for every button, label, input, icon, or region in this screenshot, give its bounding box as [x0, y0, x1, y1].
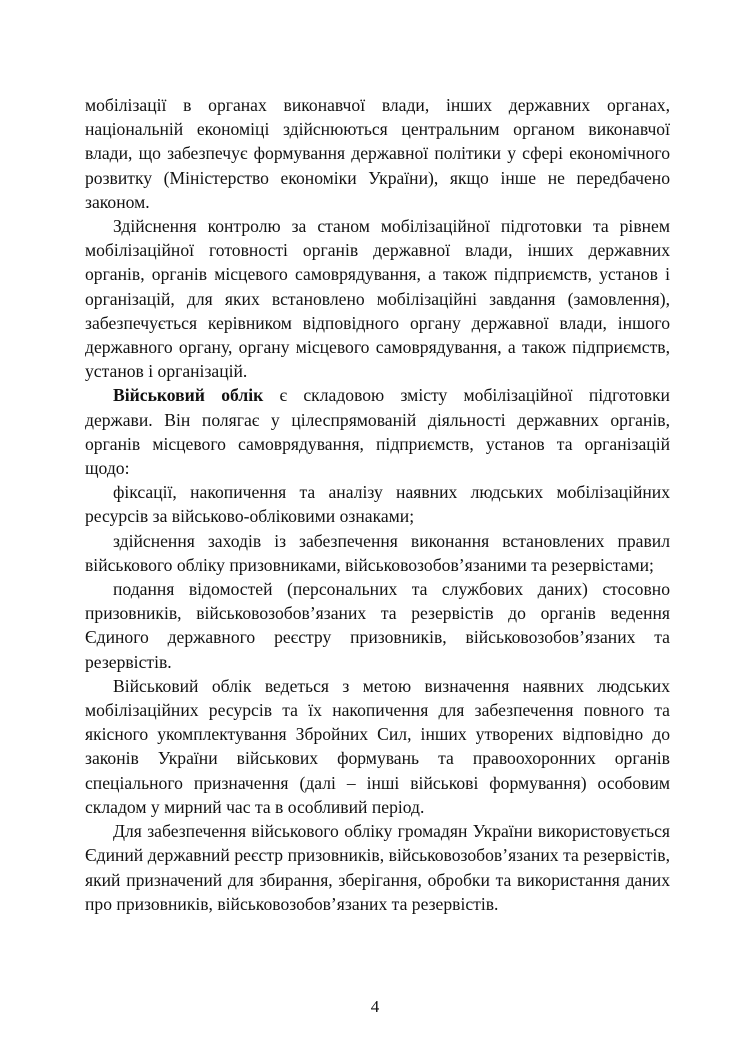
paragraph-text: здійснення заходів із забезпечення виконання встановлених правил військового обліку призовниками, військовозобов’язаними та резервістами; — [85, 530, 670, 575]
paragraph-text: мобілізації в органах виконавчої влади, інших державних органах, національній економіці здійснюються центральним органом виконавчої влади, що забезпечує формування державної політики у сфері економічного розвитку (Міністерство економіки України), якщо інше не передбачено законом. — [85, 95, 670, 212]
list-item-fixation — [85, 480, 670, 528]
list-item-measures — [85, 529, 670, 577]
paragraph-text: фіксації, накопичення та аналізу наявних людських мобілізаційних ресурсів за військово-обліковими ознаками; — [85, 482, 670, 527]
page-body — [85, 93, 670, 916]
list-item-submission — [85, 577, 670, 674]
bold-term: Військовий облік — [113, 385, 264, 406]
paragraph-registry — [85, 819, 670, 916]
paragraph-continuation — [85, 93, 670, 214]
paragraph-text: Військовий облік ведеться з метою визначення наявних людських мобілізаційних ресурсів та їх накопичення для забезпечення повного та якісного укомплектування Збройних Сил, інших утворених відповідно до законів України військових формувань та правоохоронних органів спеціального призначення (далі – інші військові формування) особовим складом у мирний час та в особливий період. — [85, 675, 670, 817]
paragraph-text: подання відомостей (персональних та службових даних) стосовно призовників, військовозобов’язаних та резервістів до органів ведення Єдиного державного реєстру призовників, військовозобов’язаних та резервістів. — [85, 579, 670, 672]
paragraph-text: є складовою змісту мобілізаційної підготовки держави. Він полягає у цілеспрямованій діяльності державних органів, органів місцевого самоврядування, підприємств, установ та організацій щодо: — [85, 385, 670, 479]
paragraph-text: Здійснення контролю за станом мобілізаційної підготовки та рівнем мобілізаційної готовності органів державної влади, інших державних органів, органів місцевого самоврядування, а також підприємств, установ і організацій, для яких встановлено мобілізаційні завдання (замовлення), забезпечується керівником відповідного органу державної влади, іншого державного органу, органу місцевого самоврядування, а також підприємств, установ і організацій. — [85, 216, 670, 382]
paragraph-purpose — [85, 674, 670, 819]
page-number: 4 — [370, 997, 380, 1016]
paragraph-military-registration — [85, 383, 670, 480]
paragraph-text: Для забезпечення військового обліку громадян України використовується Єдиний державний реєстр призовників, військовозобов’язаних та резервістів, який призначений для збирання, зберігання, обробки та використання даних про призовників, військовозобов’язаних та резервістів. — [85, 821, 670, 914]
paragraph-control — [85, 214, 670, 383]
